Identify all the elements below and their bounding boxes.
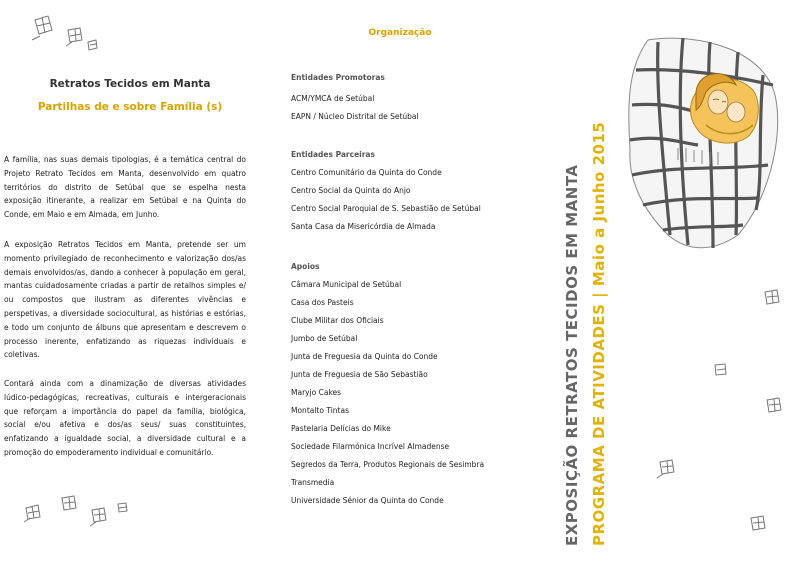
left-panel (0, 0, 250, 566)
list-item: Transmedia (291, 478, 335, 487)
promotoras-heading: Entidades Promotoras (291, 73, 385, 82)
list-item: Sociedade Filarmónica Incrível Almadense (291, 442, 450, 451)
left-panel-subtitle: Partilhas de e sobre Família (s) (37, 101, 223, 113)
list-item: Maryjo Cakes (291, 388, 342, 397)
cover-title: EXPOSIÇÃO RETRATOS TECIDOS EM MANTA (563, 164, 581, 546)
list-item: ACM/YMCA de Setúbal (291, 94, 375, 103)
list-item: Santa Casa da Misericórdia de Almada (291, 222, 436, 231)
list-item: Montalto Tintas (291, 406, 349, 415)
list-item: EAPN / Núcleo Distrital de Setúbal (291, 112, 419, 121)
list-item: Clube Militar dos Oficiais (291, 316, 384, 325)
apoios-heading: Apoios (291, 262, 320, 271)
list-item: Centro Comunitário da Quinta do Conde (291, 168, 442, 177)
mother-child-illustration (618, 30, 783, 255)
list-item: Pastelaria Delícias do Mike (291, 424, 391, 433)
sketch-squares-bottom-left-icon (22, 490, 132, 530)
sketch-squares-right-icon (645, 280, 795, 550)
list-item: Centro Social da Quinta do Anjo (291, 186, 411, 195)
left-panel-title: Retratos Tecidos em Manta (49, 78, 211, 90)
list-item: Junta de Freguesia da Quinta do Conde (291, 352, 438, 361)
list-item: Universidade Sénior da Quinta do Conde (291, 496, 444, 505)
list-item: Centro Social Paroquial de S. Sebastião de Setúbal (291, 204, 481, 213)
organizacao-title: Organização (368, 28, 432, 38)
list-item: Câmara Municipal de Setúbal (291, 280, 402, 289)
list-item: Jumbo de Setúbal (291, 334, 358, 343)
list-item: Junta de Freguesia de São Sebastião (291, 370, 428, 379)
list-item: Segredos da Terra, Produtos Regionais de Sesimbra (291, 460, 485, 469)
cover-subtitle: PROGRAMA DE ATIVIDADES | Maio a Junho 2015 (590, 121, 608, 546)
intro-paragraph-3: Contará ainda com a dinamização de diversas atividades lúdico-pedagógicas, recreativas, culturais e intergeracionais que reforçam a importância do papel da família, biológica, social e/ou afetiva e dos/as seus/ suas constituintes, enfatizando a igualdade social, a diversidade cultural e a promoção do empoderamento individual e comunitário. (4, 379, 246, 457)
list-item: Casa dos Pasteis (291, 298, 354, 307)
sketch-squares-top-left-icon (30, 12, 100, 62)
parceiras-heading: Entidades Parceiras (291, 150, 375, 159)
intro-paragraph-2: A exposição Retratos Tecidos em Manta, pretende ser um momento privilegiado de reconhecimento e valorização dos/as demais envolvidos/as, dando a conhecer à população em geral, mantas cuidadosamente criadas a partir de retalhos simples e/ ou compostos que ilustram as diferentes vivências e perspetivas, a diversidade sociocultural, as histórias e estórias, e todo um conjunto de álbuns que apresentam e descrevem o processo inerente, enfatizando as riquezas individuais e coletivas. (4, 240, 246, 360)
intro-paragraph-1: A família, nas suas demais tipologias, é a temática central do Projeto Retrato Tecidos em Manta, desenvolvido em quatro territórios do distrito de Setúbal que se espelha nesta exposição itinerante, a realizar em Setúbal e na Quinta do Conde, em Maio e em Almada, em Junho. (4, 155, 246, 220)
